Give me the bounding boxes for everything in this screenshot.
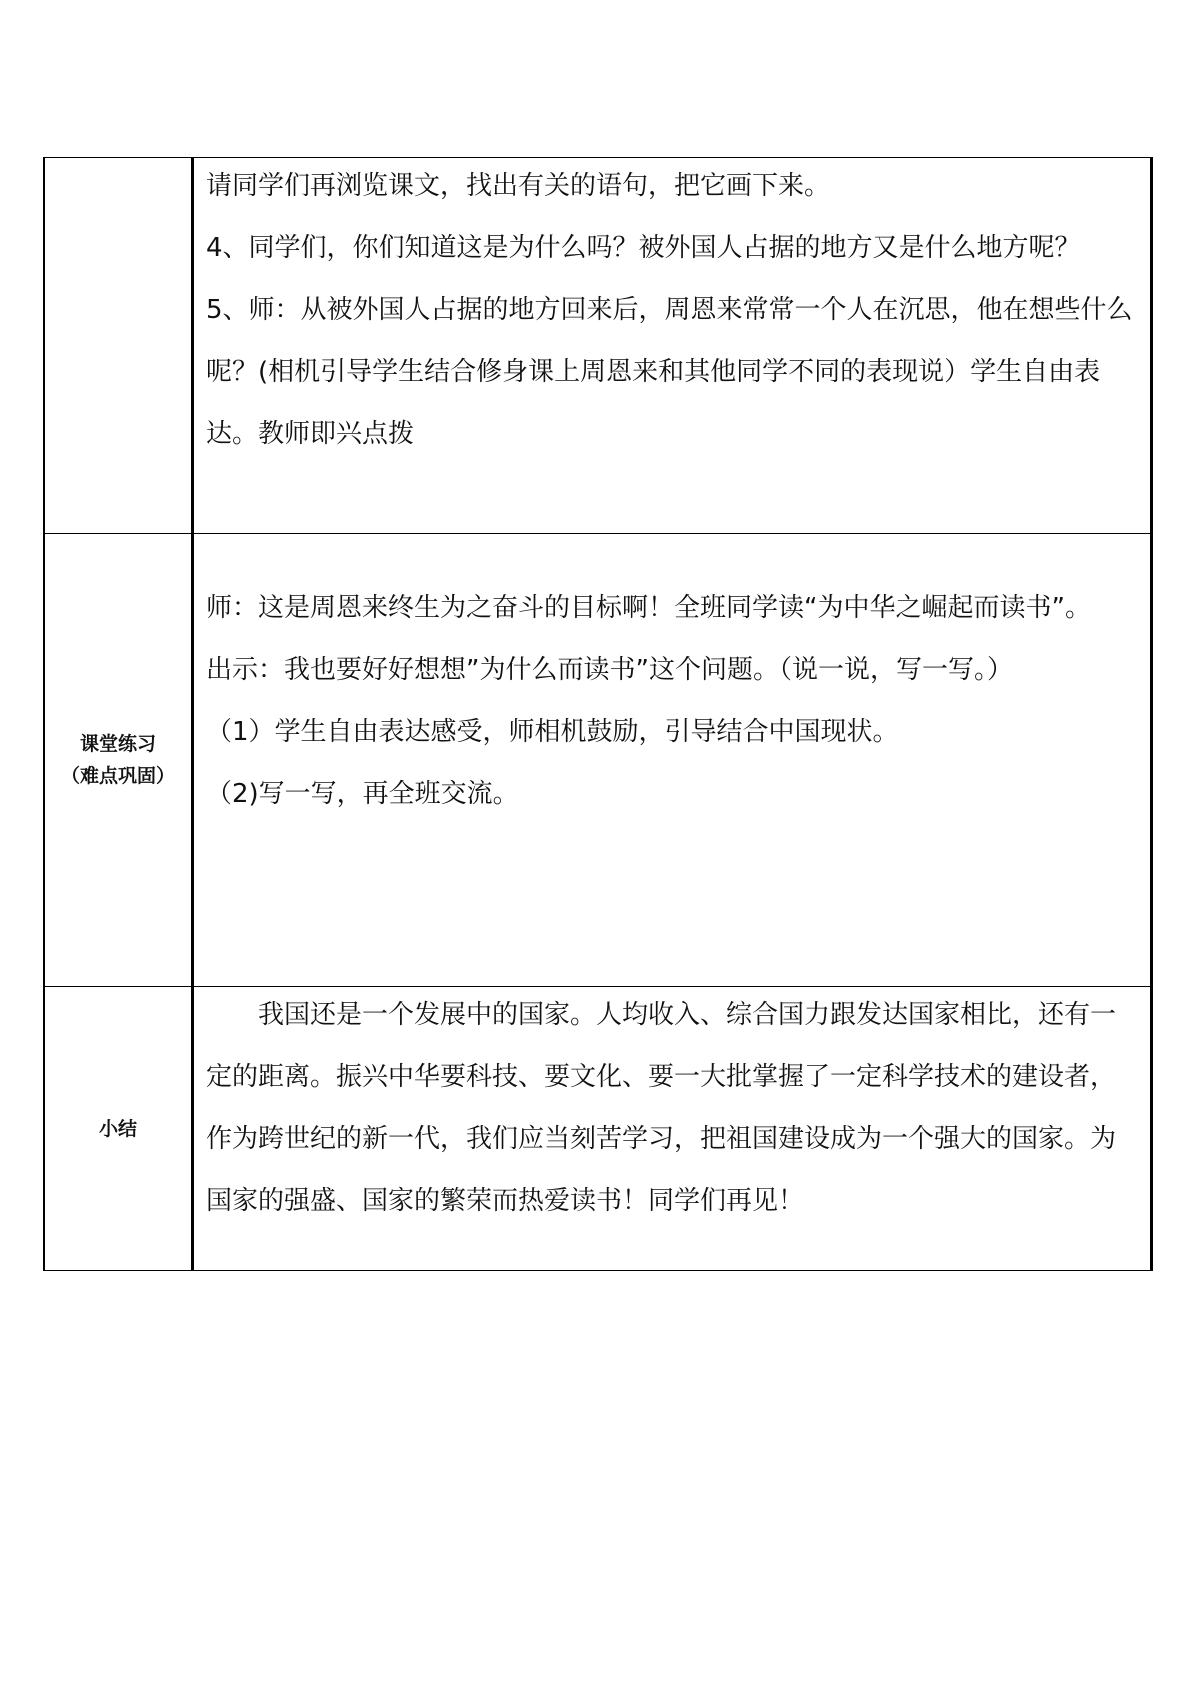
content-line: 请同学们再浏览课文，找出有关的语句，把它画下来。 [206,171,831,201]
row-content-cell [193,987,1152,1271]
row-content-cell [193,158,1152,534]
table-row [44,534,1152,987]
content-paragraph: 我国还是一个发展中的国家。人均收入、综合国力跟发达国家相比，还有一定的距离。振兴中华要科技、要文化、要一大批掌握了一定科学技术的建设者，作为跨世纪的新一代，我们应当刻苦学习，把祖国建设成为一个强大的国家。为国家的强盛、国家的繁荣而热爱读书！同学们再见！ [206,1000,1117,1216]
table-row [44,987,1152,1271]
row-label-cell [44,534,193,987]
row-label-cell [44,987,193,1271]
content-line: 师：这是周恩来终生为之奋斗的目标啊！全班同学读“为中华之崛起而读书”。 [206,593,1091,623]
row-label-sub: （难点巩固） [60,765,175,787]
content-line: （2)写一写，再全班交流。 [206,779,519,809]
content-line: 出示：我也要好好想想”为什么而读书”这个问题。（说一说，写一写。） [206,655,1013,685]
content-line: 5、师：从被外国人占据的地方回来后，周恩来常常一个人在沉思，他在想些什么呢？(相机引导学生结合修身课上周恩来和其他同学不同的表现说）学生自由表达。教师即兴点拨 [206,295,1133,449]
lesson-plan-table [43,157,1153,1271]
content-line: （1）学生自由表达感受，师相机鼓励，引导结合中国现状。 [206,717,899,747]
row-label-cell [44,158,193,534]
row-content-cell [193,534,1152,987]
table-row [44,158,1152,534]
row-label: 小结 [98,1117,137,1140]
content-line: 4、同学们，你们知道这是为什么吗？被外国人占据的地方又是什么地方呢？ [206,233,1081,263]
row-label: 课堂练习 [79,733,156,755]
